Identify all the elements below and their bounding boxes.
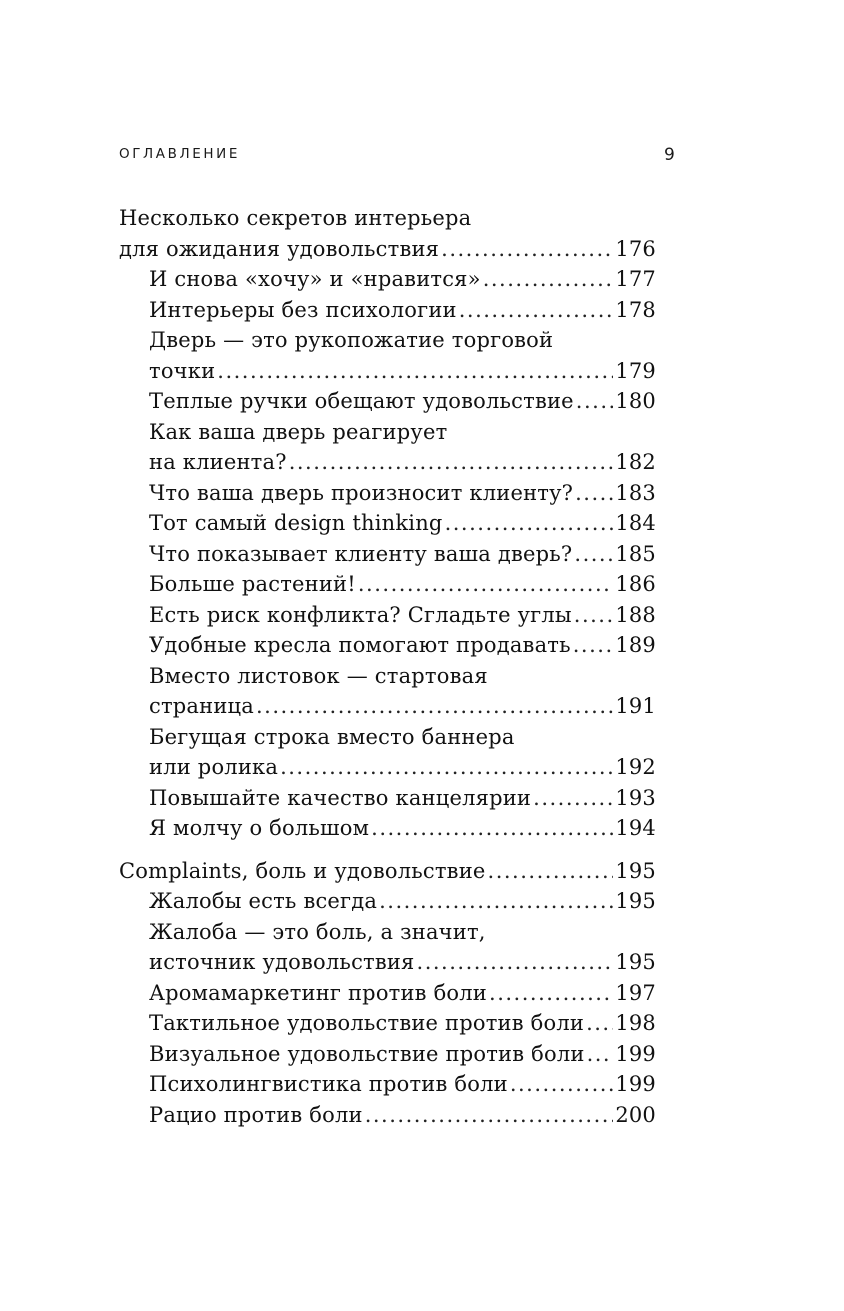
toc-entry-title: или ролика (149, 755, 279, 779)
toc-page-number: 192 (615, 755, 656, 779)
page-number: 9 (664, 145, 675, 165)
toc-page-number: 182 (615, 450, 656, 474)
toc-subentry (119, 630, 656, 661)
toc-page-number: 198 (615, 1011, 656, 1035)
toc-subentry (119, 325, 656, 386)
table-of-contents (119, 203, 656, 1130)
dot-leader (280, 752, 613, 783)
dot-leader (289, 447, 614, 478)
toc-entry-title: Повышайте качество канцелярии (149, 785, 532, 810)
toc-subentry (119, 917, 656, 978)
dot-leader (417, 947, 614, 978)
dot-leader (574, 539, 613, 570)
toc-entry-title: страница (149, 694, 254, 718)
dot-leader (573, 630, 614, 661)
toc-entry-title: Я молчу о большом (149, 816, 370, 840)
toc-entry-row (149, 1100, 656, 1131)
toc-entry-title: Психолингвистика против боли (149, 1072, 508, 1096)
toc-subentry (119, 783, 656, 814)
dot-leader (441, 234, 613, 265)
toc-entry-row (149, 447, 656, 478)
toc-subentry (119, 886, 656, 917)
toc-subentry (119, 600, 656, 631)
toc-subentry (119, 417, 656, 478)
toc-entry-row (149, 386, 656, 417)
toc-page-number: 188 (615, 602, 656, 627)
toc-entry-title: Больше растений! (149, 572, 356, 596)
toc-page-number: 195 (615, 858, 656, 883)
toc-entry-row (149, 264, 656, 295)
toc-subentry (119, 386, 656, 417)
toc-chapter (119, 856, 656, 887)
toc-page-number: 177 (615, 267, 656, 291)
toc-entry-row (119, 856, 656, 887)
toc-entry-row (149, 1008, 656, 1039)
toc-page-number: 197 (615, 980, 656, 1005)
toc-page-number: 199 (615, 1041, 656, 1066)
toc-entry-title: Рацио против боли (149, 1102, 363, 1127)
toc-page-number: 180 (615, 389, 656, 413)
toc-entry-row (149, 478, 656, 509)
toc-page-number: 195 (615, 889, 656, 913)
toc-page-number: 179 (615, 358, 656, 383)
toc-entry-row (149, 947, 656, 978)
toc-entry-title-line: Жалоба — это боль, а значит, (149, 919, 486, 944)
dot-leader (445, 508, 614, 539)
toc-page-number: 184 (615, 511, 656, 535)
dot-leader (483, 264, 614, 295)
dot-leader (575, 478, 613, 509)
toc-entry-title: Удобные кресла помогают продавать (149, 633, 571, 657)
toc-page-number: 199 (615, 1072, 656, 1096)
running-title: ОГЛАВЛЕНИЕ (119, 146, 240, 162)
toc-entry-row (119, 234, 656, 265)
dot-leader (358, 569, 613, 600)
toc-entry-row (149, 1069, 656, 1100)
toc-entry-title-line: Несколько секретов интерьера (119, 206, 472, 230)
toc-subentry (119, 1039, 656, 1070)
dot-leader (510, 1069, 613, 1100)
toc-page-number: 193 (615, 785, 656, 810)
toc-entry-title: Теплые ручки обещают удовольствие (149, 389, 574, 413)
toc-subentry (119, 478, 656, 509)
toc-subentry (119, 722, 656, 783)
toc-entry-row (149, 886, 656, 917)
toc-subentry (119, 539, 656, 570)
toc-entry-title-line: Вместо листовок — стартовая (149, 663, 488, 688)
dot-leader (488, 856, 614, 887)
dot-leader (459, 295, 614, 326)
toc-subentry (119, 508, 656, 539)
dot-leader (574, 600, 614, 631)
dot-leader (576, 386, 614, 417)
toc-page-number: 194 (615, 816, 656, 840)
toc-entry-title: на клиента? (149, 450, 287, 474)
toc-subentry (119, 264, 656, 295)
toc-entry-row (149, 783, 656, 814)
toc-page-number: 195 (615, 950, 656, 974)
toc-page-number: 178 (615, 297, 656, 322)
toc-entry-title: точки (149, 358, 216, 383)
toc-page-number: 176 (615, 236, 656, 261)
toc-page-number: 185 (615, 541, 656, 566)
toc-entry-title-line: Дверь — это рукопожатие торговой (149, 328, 554, 352)
toc-entry-row (149, 978, 656, 1009)
toc-entry-title: Complaints, боль и удовольствие (119, 858, 486, 883)
toc-entry-title: И снова «хочу» и «нравится» (149, 267, 481, 291)
toc-entry-row (149, 813, 656, 844)
toc-subentry (119, 1069, 656, 1100)
toc-subentry (119, 978, 656, 1009)
toc-entry-title: Жалобы есть всегда (149, 889, 378, 913)
dot-leader (365, 1100, 614, 1131)
toc-page-number: 191 (615, 694, 656, 718)
toc-entry-title-line: Бегущая строка вместо баннера (149, 724, 515, 749)
toc-page-number: 200 (615, 1102, 656, 1127)
toc-subentry (119, 295, 656, 326)
dot-leader (217, 356, 613, 387)
dot-leader (489, 978, 613, 1009)
toc-entry-row (149, 508, 656, 539)
toc-entry-row (149, 630, 656, 661)
toc-entry-row (149, 569, 656, 600)
toc-subentry (119, 1100, 656, 1131)
toc-entry-title: Аромамаркетинг против боли (149, 980, 488, 1005)
toc-entry-row (149, 752, 656, 783)
toc-entry-row (149, 295, 656, 326)
toc-subentry (119, 569, 656, 600)
toc-entry-title: для ожидания удовольствия (119, 236, 440, 261)
toc-subentry (119, 813, 656, 844)
toc-entry-title: Есть риск конфликта? Сгладьте углы (149, 602, 572, 627)
toc-entry-title: Интерьеры без психологии (149, 297, 457, 322)
toc-entry-row (149, 356, 656, 387)
toc-entry-title-line: Как ваша дверь реагирует (149, 419, 448, 444)
dot-leader (533, 783, 613, 814)
toc-entry-row (149, 691, 656, 722)
toc-entry-title: Визуальное удовольствие против боли (149, 1041, 585, 1066)
toc-entry-title: Что ваша дверь произносит клиенту? (149, 480, 574, 505)
dot-leader (371, 813, 613, 844)
toc-page-number: 183 (615, 480, 656, 505)
toc-entry-row (149, 1039, 656, 1070)
dot-leader (587, 1039, 614, 1070)
toc-subentry (119, 1008, 656, 1039)
toc-entry-title: Тот самый design thinking (149, 511, 443, 535)
toc-entry-title: источник удовольствия (149, 950, 415, 974)
toc-page-number: 186 (615, 572, 656, 596)
toc-chapter (119, 203, 656, 264)
toc-entry-title: Что показывает клиенту ваша дверь? (149, 541, 573, 566)
dot-leader (586, 1008, 613, 1039)
toc-page-number: 189 (615, 633, 656, 657)
toc-subentry (119, 661, 656, 722)
dot-leader (256, 691, 613, 722)
dot-leader (379, 886, 613, 917)
toc-entry-row (149, 600, 656, 631)
toc-entry-title: Тактильное удовольствие против боли (149, 1011, 585, 1035)
toc-entry-row (149, 539, 656, 570)
